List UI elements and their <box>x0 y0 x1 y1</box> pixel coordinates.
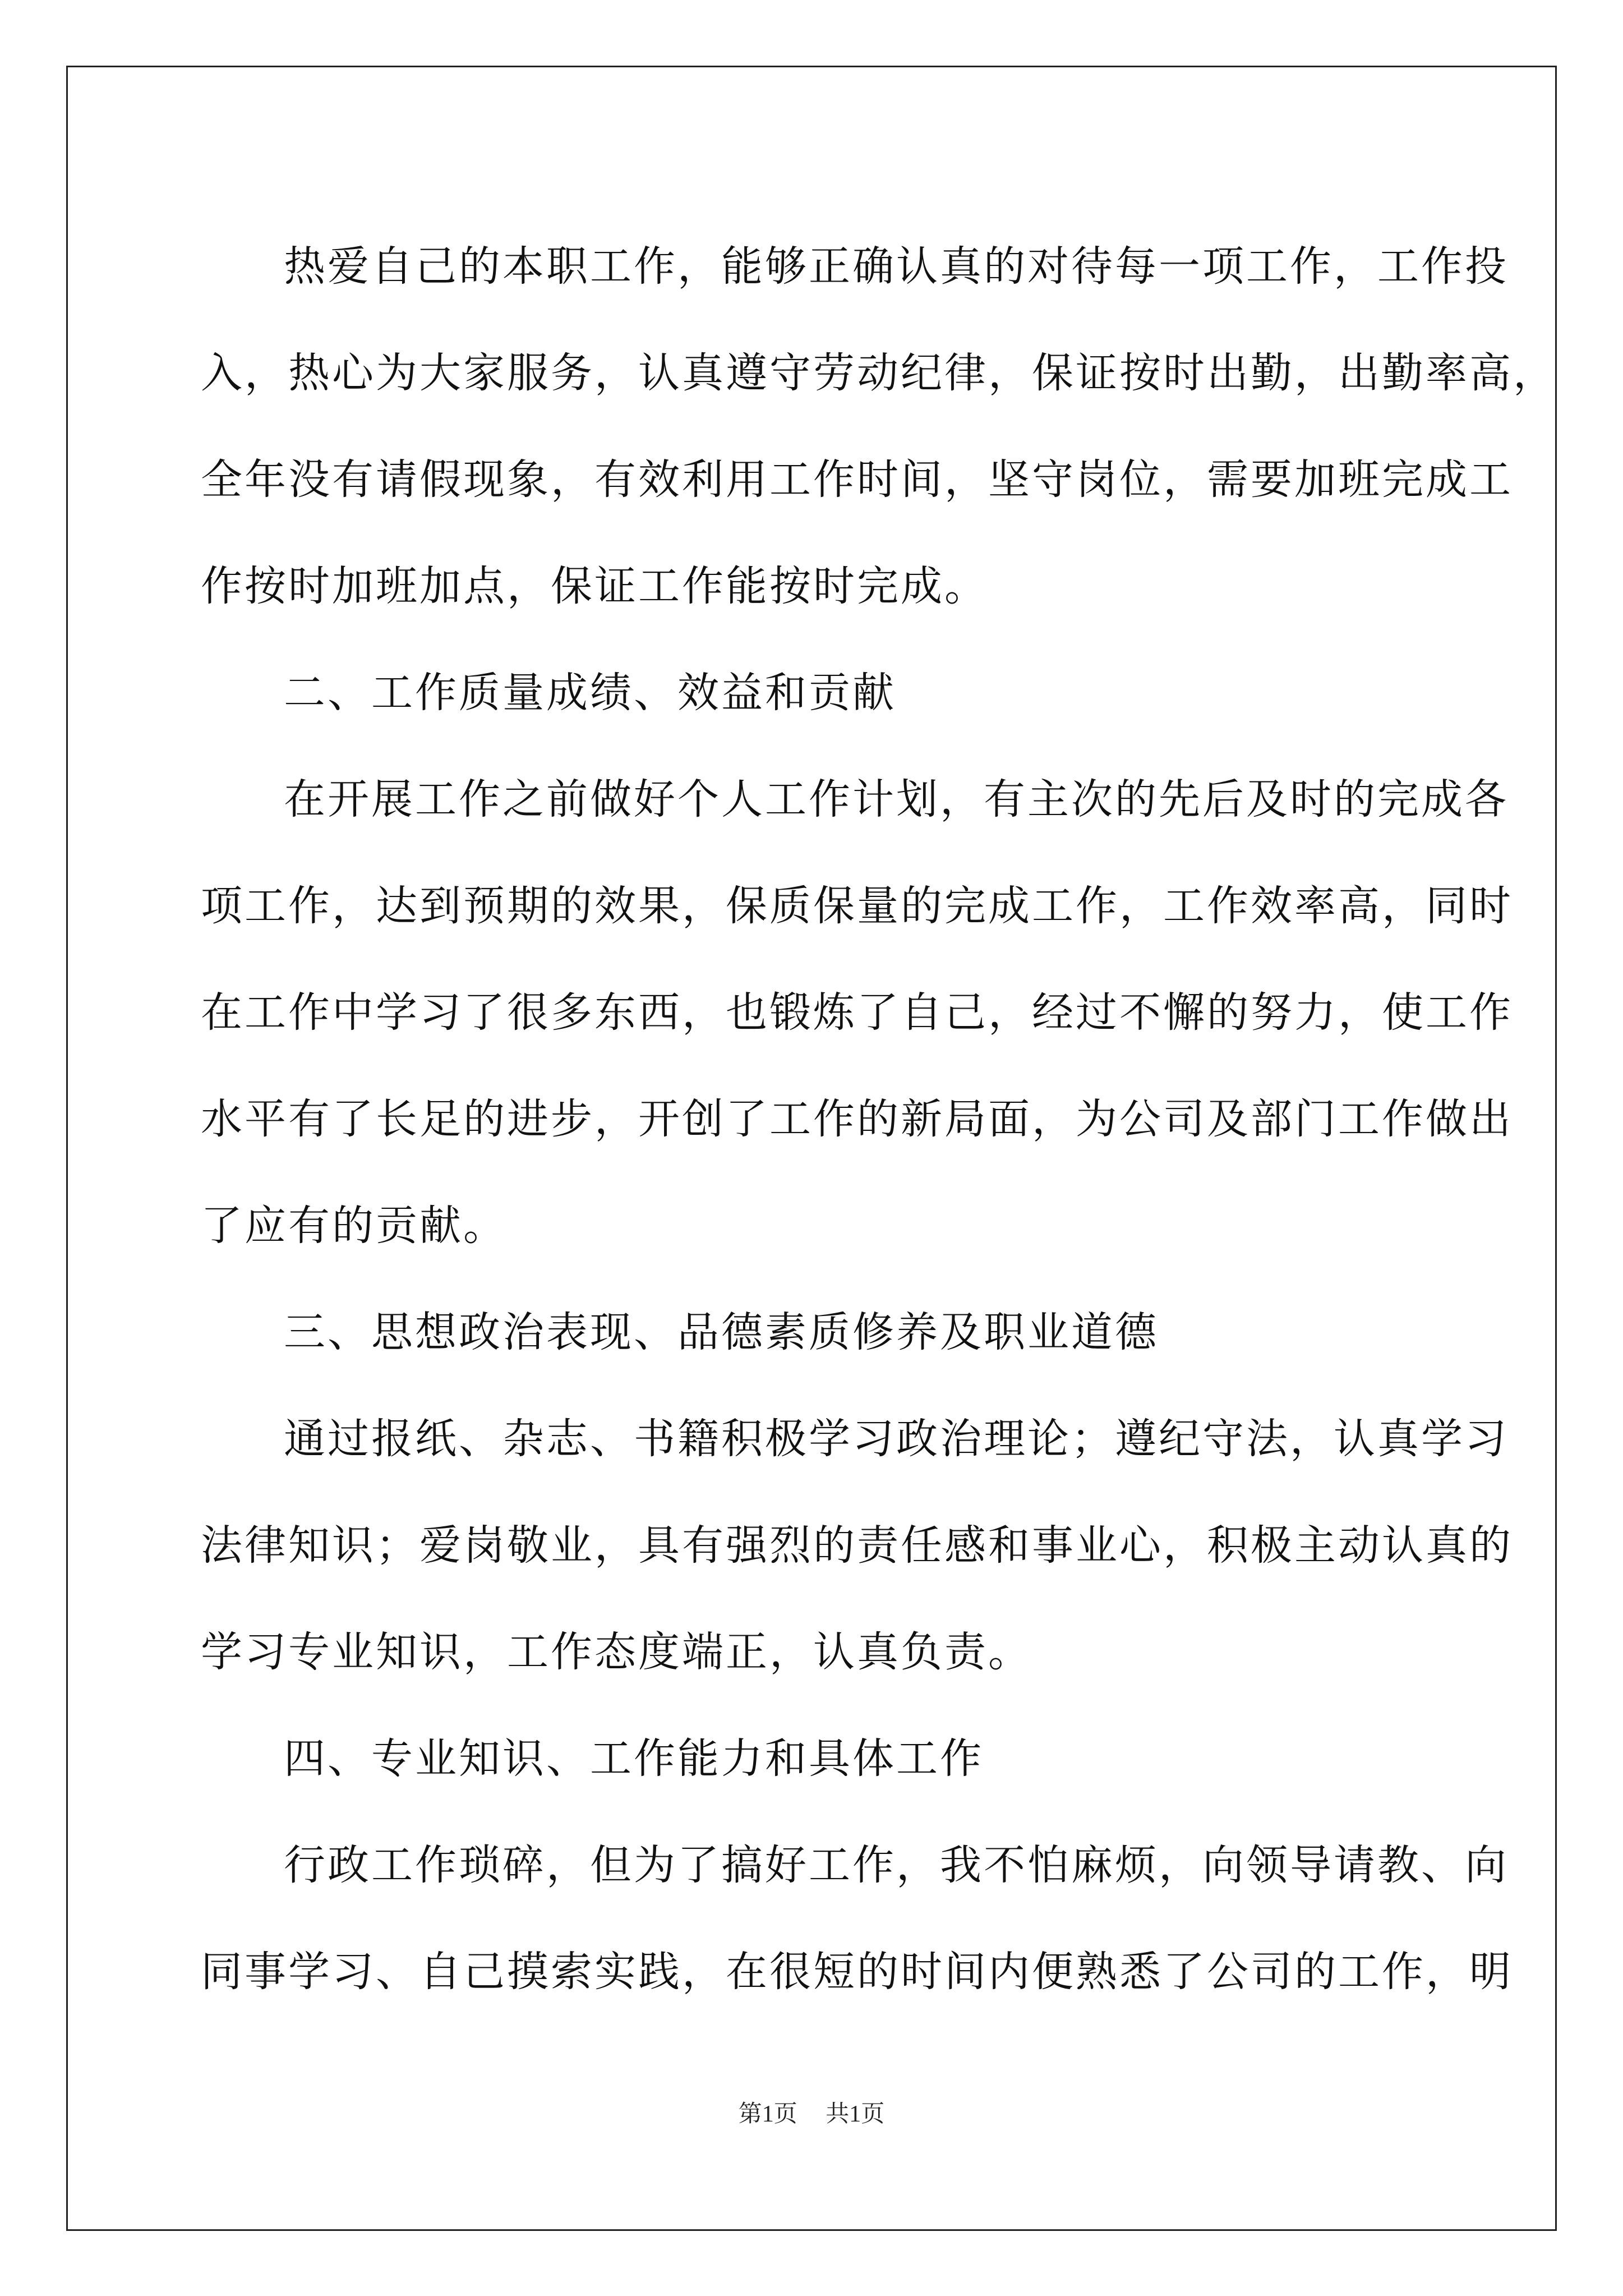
body-line: 行政工作琐碎，但为了搞好工作，我不怕麻烦，向领导请教、向 <box>284 1841 1509 1889</box>
section-heading: 四、专业知识、工作能力和具体工作 <box>284 1734 984 1783</box>
body-line: 项工作，达到预期的效果，保质保量的完成工作，工作效率高，同时 <box>201 882 1513 930</box>
body-line: 在工作中学习了很多东西，也锻炼了自己，经过不懈的努力，使工作 <box>201 988 1513 1037</box>
body-line: 在开展工作之前做好个人工作计划，有主次的先后及时的完成各 <box>284 775 1509 823</box>
document-body <box>201 213 1557 2025</box>
body-line: 通过报纸、杂志、书籍积极学习政治理论；遵纪守法，认真学习 <box>284 1415 1509 1463</box>
body-line: 法律知识；爱岗敬业，具有强烈的责任感和事业心，积极主动认真的 <box>201 1521 1513 1570</box>
section-heading: 二、工作质量成绩、效益和贡献 <box>284 669 896 717</box>
body-line: 水平有了长足的进步，开创了工作的新局面，为公司及部门工作做出 <box>201 1095 1513 1143</box>
body-line: 同事学习、自己摸索实践，在很短的时间内便熟悉了公司的工作，明 <box>201 1948 1513 1996</box>
page-total: 共1页 <box>826 2101 885 2127</box>
page-footer <box>0 2095 1623 2129</box>
body-line: 入，热心为大家服务，认真遵守劳动纪律，保证按时出勤，出勤率高， <box>201 349 1557 397</box>
body-line: 学习专业知识，工作态度端正，认真负责。 <box>201 1628 1032 1676</box>
body-line: 热爱自己的本职工作，能够正确认真的对待每一项工作，工作投 <box>284 242 1509 291</box>
body-line: 了应有的贡献。 <box>201 1202 507 1250</box>
body-line: 作按时加班加点，保证工作能按时完成。 <box>201 562 988 610</box>
page-number: 第1页 <box>738 2101 797 2127</box>
body-line: 全年没有请假现象，有效利用工作时间，坚守岗位，需要加班完成工 <box>201 455 1513 504</box>
section-heading: 三、思想政治表现、品德素质修养及职业道德 <box>284 1308 1159 1356</box>
